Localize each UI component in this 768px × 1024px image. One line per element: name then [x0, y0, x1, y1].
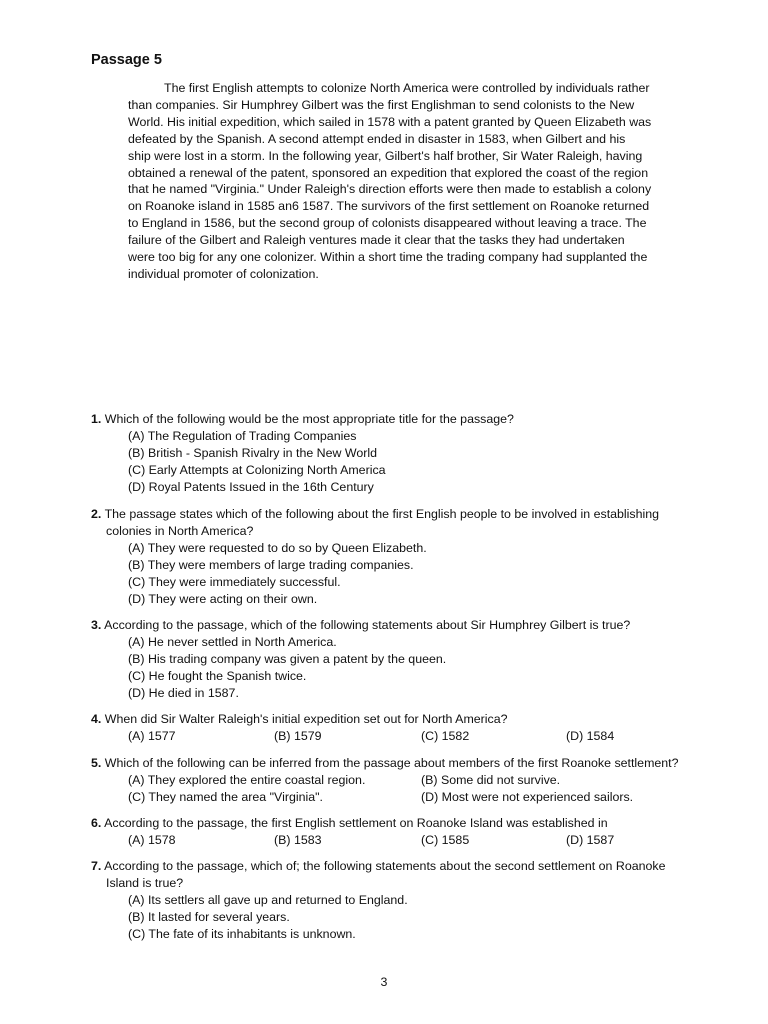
question-text: According to the passage, the first English settlement on Roanoke Island was established in: [104, 816, 608, 830]
answer-option: (A) He never settled in North America.: [128, 635, 337, 649]
answer-option: (C) The fate of its inhabitants is unknown.: [128, 927, 356, 941]
passage-line: defeated by the Spanish. A second attempt ended in disaster in 1583, when Gilbert and his: [128, 131, 626, 146]
page-number: 3: [380, 975, 388, 989]
passage-line: on Roanoke island in 1585 an6 1587. The survivors of the first settlement on Roanoke returned: [128, 199, 650, 214]
answer-option: (C) 1585: [421, 833, 470, 847]
answer-option: (C) They named the area "Virginia".: [128, 790, 323, 804]
answer-option: (A) They explored the entire coastal region.: [128, 773, 366, 787]
question-stem: [91, 711, 711, 728]
passage-line: that he named "Virginia." Under Raleigh's direction efforts were then made to establish a colony: [128, 182, 652, 197]
question-5: [91, 755, 711, 806]
answer-option: (A) The Regulation of Trading Companies: [128, 429, 357, 443]
question-1: [91, 411, 711, 496]
answer-option: (D) He died in 1587.: [128, 686, 239, 700]
answer-option: (B) Some did not survive.: [421, 773, 561, 787]
answer-option: (C) He fought the Spanish twice.: [128, 669, 307, 683]
question-4: [91, 711, 711, 745]
question-number: 5.: [91, 756, 102, 770]
passage-line: ship were lost in a storm. In the following year, Gilbert's half brother, Sir Water Raleigh, having: [128, 148, 643, 163]
question-text: According to the passage, which of; the following statements about the second settlement on Roanoke: [104, 859, 666, 873]
passage-line: obtained a renewal of the patent, sponsored an expedition that explored the coast of the region: [128, 165, 649, 180]
passage-line: World. His initial expedition, which sailed in 1578 with a patent granted by Queen Elizabeth was: [128, 114, 652, 129]
question-text-continued: colonies in North America?: [106, 524, 254, 538]
question-number: 3.: [91, 618, 102, 632]
question-stem: [91, 755, 711, 772]
question-text: Which of the following would be the most appropriate title for the passage?: [104, 412, 514, 426]
answer-option: (B) 1583: [274, 833, 322, 847]
question-7: [91, 858, 711, 943]
answer-option: (B) 1579: [274, 729, 322, 743]
answer-option: (A) Its settlers all gave up and returned to England.: [128, 893, 408, 907]
answer-option: (D) 1584: [566, 729, 615, 743]
question-6: [91, 815, 711, 849]
passage-title: Passage 5: [91, 52, 162, 68]
answer-option: (C) They were immediately successful.: [128, 575, 341, 589]
question-number: 7.: [91, 859, 102, 873]
question-stem: [91, 858, 711, 875]
passage-line: than companies. Sir Humphrey Gilbert was the first Englishman to send colonists to the New: [128, 97, 635, 112]
answer-option: (C) 1582: [421, 729, 470, 743]
answer-row: [91, 832, 711, 849]
question-number: 6.: [91, 816, 102, 830]
question-text: Which of the following can be inferred from the passage about members of the first Roanoke settlement?: [104, 756, 679, 770]
answer-option: (A) 1578: [128, 833, 176, 847]
answer-option: (A) They were requested to do so by Queen Elizabeth.: [128, 541, 427, 555]
answer-option: (C) Early Attempts at Colonizing North America: [128, 463, 386, 477]
answer-option: (B) It lasted for several years.: [128, 910, 290, 924]
question-number: 1.: [91, 412, 102, 426]
passage-line: The first English attempts to colonize North America were controlled by individuals rather: [164, 81, 650, 95]
answer-row: [91, 728, 711, 745]
answer-option: (B) They were members of large trading companies.: [128, 558, 414, 572]
question-3: [91, 617, 711, 702]
answer-row: [91, 772, 711, 789]
answer-option: (D) Most were not experienced sailors.: [421, 790, 634, 804]
question-text: The passage states which of the following about the first English people to be involved in establishing: [104, 507, 660, 521]
answer-option: (D) 1587: [566, 833, 615, 847]
answer-option: (A) 1577: [128, 729, 176, 743]
question-stem: [91, 815, 711, 832]
question-stem: [91, 411, 711, 428]
question-stem: [91, 617, 711, 634]
answer-row: [91, 789, 711, 806]
question-number: 4.: [91, 712, 102, 726]
question-text: According to the passage, which of the following statements about Sir Humphrey Gilbert is true?: [104, 618, 631, 632]
question-2: [91, 506, 711, 608]
answer-option: (D) They were acting on their own.: [128, 592, 318, 606]
passage-line: were too big for any one colonizer. Within a short time the trading company had supplanted the: [128, 250, 648, 265]
answer-option: (B) His trading company was given a patent by the queen.: [128, 652, 447, 666]
passage-line: to England in 1586, but the second group of colonists disappeared without leaving a trace. The: [128, 216, 647, 231]
passage-text: [128, 80, 688, 283]
answer-option: (B) British - Spanish Rivalry in the New World: [128, 446, 378, 460]
question-text-continued: Island is true?: [106, 876, 184, 890]
question-stem: [91, 506, 711, 523]
question-number: 2.: [91, 507, 102, 521]
answer-option: (D) Royal Patents Issued in the 16th Century: [128, 480, 374, 494]
passage-line: failure of the Gilbert and Raleigh ventures made it clear that the tasks they had undertaken: [128, 233, 625, 248]
passage-line: individual promoter of colonization.: [128, 266, 319, 281]
question-text: When did Sir Walter Raleigh's initial expedition set out for North America?: [104, 712, 508, 726]
